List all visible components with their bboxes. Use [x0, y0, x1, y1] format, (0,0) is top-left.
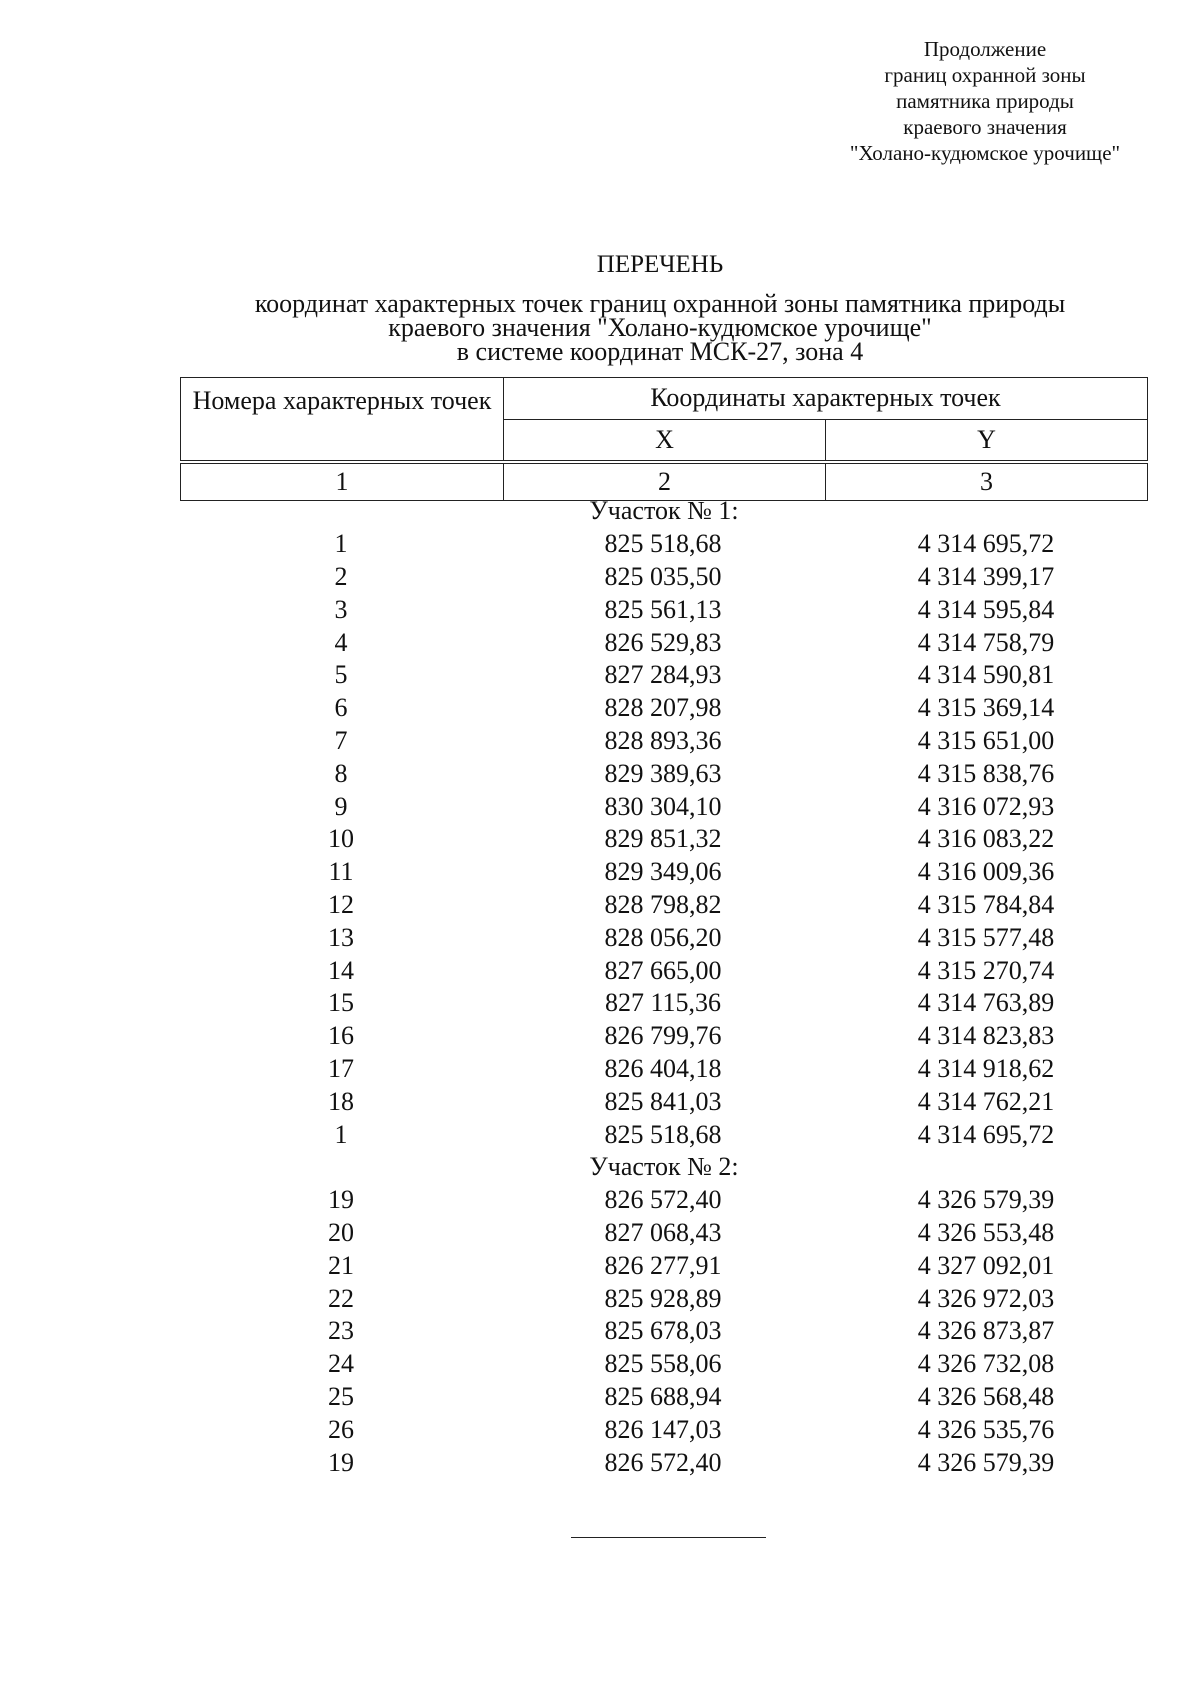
- y-coordinate: 4 314 823,83: [917, 1021, 1055, 1051]
- point-number: 24: [328, 1349, 354, 1379]
- y-coordinate: 4 314 918,62: [917, 1053, 1055, 1083]
- table-row: [180, 1085, 1148, 1118]
- y-coordinate: 4 315 577,48: [917, 922, 1055, 952]
- section-title: Участок № 2:: [589, 1152, 739, 1182]
- table-row: [180, 889, 1148, 922]
- y-coordinate: 4 327 092,01: [917, 1250, 1055, 1280]
- x-coordinate: 825 688,94: [604, 1381, 722, 1411]
- table-row: [180, 1413, 1148, 1446]
- subtitle-line: координат характерных точек границ охранной зоны памятника природы: [254, 289, 1066, 318]
- point-number: 15: [328, 988, 354, 1018]
- x-coordinate: 829 389,63: [604, 758, 722, 788]
- document-title: ПЕРЕЧЕНЬ: [596, 251, 724, 278]
- y-coordinate: 4 314 763,89: [917, 988, 1055, 1018]
- coordinates-header: Координаты характерных точек: [504, 378, 1148, 420]
- point-number: 25: [328, 1381, 354, 1411]
- x-coordinate: 830 304,10: [604, 791, 722, 821]
- x-coordinate: 825 558,06: [604, 1349, 722, 1379]
- table-row: [180, 790, 1148, 823]
- table-row: [180, 1282, 1148, 1315]
- y-header: Y: [826, 419, 1148, 461]
- y-coordinate: 4 326 568,48: [917, 1381, 1055, 1411]
- table-row: [180, 626, 1148, 659]
- x-coordinate: 825 678,03: [604, 1316, 722, 1346]
- y-coordinate: 4 326 553,48: [917, 1217, 1055, 1247]
- point-number: 2: [334, 561, 348, 591]
- table-row: [180, 1053, 1148, 1086]
- y-coordinate: 4 315 369,14: [917, 693, 1055, 723]
- x-coordinate: 827 068,43: [604, 1217, 722, 1247]
- table-row: [180, 987, 1148, 1020]
- point-number: 9: [334, 791, 348, 821]
- x-coordinate: 827 115,36: [604, 988, 722, 1018]
- point-number: 5: [334, 660, 348, 690]
- point-number: 11: [328, 857, 354, 887]
- x-coordinate: 827 284,93: [604, 660, 722, 690]
- x-coordinate: 829 851,32: [604, 824, 722, 854]
- point-number: 20: [328, 1217, 354, 1247]
- y-coordinate: 4 314 399,17: [917, 561, 1055, 591]
- point-number: 16: [328, 1021, 354, 1051]
- y-coordinate: 4 316 009,36: [917, 857, 1055, 887]
- y-coordinate: 4 326 732,08: [917, 1349, 1055, 1379]
- y-coordinate: 4 314 695,72: [917, 1119, 1055, 1149]
- y-coordinate: 4 315 651,00: [917, 725, 1055, 755]
- y-coordinate: 4 326 579,39: [917, 1185, 1055, 1215]
- table-row: [180, 757, 1148, 790]
- table-row: [180, 1184, 1148, 1217]
- point-number: 18: [328, 1086, 354, 1116]
- x-coordinate: 827 665,00: [604, 955, 722, 985]
- point-number: 3: [334, 594, 348, 624]
- y-coordinate: 4 316 083,22: [917, 824, 1055, 854]
- header-note-line: памятника природы: [896, 89, 1074, 113]
- x-header: X: [504, 419, 826, 461]
- x-coordinate: 828 056,20: [604, 922, 722, 952]
- point-number: 22: [328, 1283, 354, 1313]
- y-coordinate: 4 326 579,39: [917, 1447, 1055, 1477]
- x-coordinate: 828 893,36: [604, 725, 722, 755]
- x-coordinate: 826 572,40: [604, 1185, 722, 1215]
- point-number: 12: [328, 889, 354, 919]
- x-coordinate: 826 529,83: [604, 627, 722, 657]
- y-coordinate: 4 315 838,76: [917, 758, 1055, 788]
- column-number: 1: [181, 464, 504, 501]
- x-coordinate: 825 561,13: [604, 594, 722, 624]
- point-number: 23: [328, 1316, 354, 1346]
- point-number: 1: [334, 529, 348, 559]
- x-coordinate: 828 798,82: [604, 889, 722, 919]
- y-coordinate: 4 326 535,76: [917, 1414, 1055, 1444]
- point-number: 8: [334, 758, 348, 788]
- column-number: 3: [826, 464, 1148, 501]
- point-number: 6: [334, 693, 348, 723]
- point-number: 4: [334, 627, 348, 657]
- subtitle-line: краевого значения "Холано-кудюмское урочище": [388, 313, 932, 342]
- table-row: [180, 1217, 1148, 1250]
- table-row: [180, 1118, 1148, 1151]
- table-row: [180, 1381, 1148, 1414]
- title-block: [160, 252, 1160, 364]
- header-note-line: краевого значения: [903, 115, 1067, 139]
- table-row: [180, 593, 1148, 626]
- coordinates-table-body: [180, 495, 1148, 1479]
- point-number: 10: [328, 824, 354, 854]
- x-coordinate: 825 928,89: [604, 1283, 722, 1313]
- x-coordinate: 825 518,68: [604, 1119, 722, 1149]
- header-note-line: "Холано-кудюмское урочище": [849, 141, 1121, 165]
- column-number: 2: [504, 464, 826, 501]
- y-coordinate: 4 314 595,84: [917, 594, 1055, 624]
- y-coordinate: 4 314 695,72: [917, 529, 1055, 559]
- table-row: [180, 1446, 1148, 1479]
- table-row: [180, 1348, 1148, 1381]
- y-coordinate: 4 315 270,74: [917, 955, 1055, 985]
- table-row: [180, 725, 1148, 758]
- table-row: [180, 659, 1148, 692]
- point-number: 26: [328, 1414, 354, 1444]
- x-coordinate: 828 207,98: [604, 693, 722, 723]
- y-coordinate: 4 315 784,84: [917, 889, 1055, 919]
- header-note: [800, 36, 1170, 166]
- header-note-line: Продолжение: [923, 37, 1047, 61]
- end-divider: [571, 1537, 766, 1538]
- table-row: [180, 1249, 1148, 1282]
- x-coordinate: 826 147,03: [604, 1414, 722, 1444]
- point-number: 19: [328, 1447, 354, 1477]
- point-number-header: Номера характерных точек: [181, 378, 504, 461]
- header-note-line: границ охранной зоны: [884, 63, 1086, 87]
- point-number: 17: [328, 1053, 354, 1083]
- point-number: 1: [334, 1119, 348, 1149]
- point-number: 21: [328, 1250, 354, 1280]
- x-coordinate: 826 572,40: [604, 1447, 722, 1477]
- y-coordinate: 4 326 873,87: [917, 1316, 1055, 1346]
- table-row: [180, 856, 1148, 889]
- point-number: 14: [328, 955, 354, 985]
- y-coordinate: 4 316 072,93: [917, 791, 1055, 821]
- table-row: [180, 954, 1148, 987]
- y-coordinate: 4 326 972,03: [917, 1283, 1055, 1313]
- point-number: 13: [328, 922, 354, 952]
- table-row: [180, 823, 1148, 856]
- x-coordinate: 826 277,91: [604, 1250, 722, 1280]
- point-number: 7: [334, 725, 348, 755]
- y-coordinate: 4 314 762,21: [917, 1086, 1055, 1116]
- x-coordinate: 826 799,76: [604, 1021, 722, 1051]
- y-coordinate: 4 314 758,79: [917, 627, 1055, 657]
- x-coordinate: 825 518,68: [604, 529, 722, 559]
- x-coordinate: 825 035,50: [604, 561, 722, 591]
- coordinates-table-header: [180, 377, 1148, 501]
- x-coordinate: 829 349,06: [604, 857, 722, 887]
- section-title: Участок № 1:: [589, 496, 739, 526]
- x-coordinate: 825 841,03: [604, 1086, 722, 1116]
- table-row: [180, 1020, 1148, 1053]
- y-coordinate: 4 314 590,81: [917, 660, 1055, 690]
- table-row: [180, 692, 1148, 725]
- table-row: [180, 528, 1148, 561]
- table-row: [180, 561, 1148, 594]
- table-row: [180, 921, 1148, 954]
- point-number: 19: [328, 1185, 354, 1215]
- x-coordinate: 826 404,18: [604, 1053, 722, 1083]
- subtitle-line: в системе координат МСК-27, зона 4: [456, 337, 864, 366]
- table-row: [180, 1315, 1148, 1348]
